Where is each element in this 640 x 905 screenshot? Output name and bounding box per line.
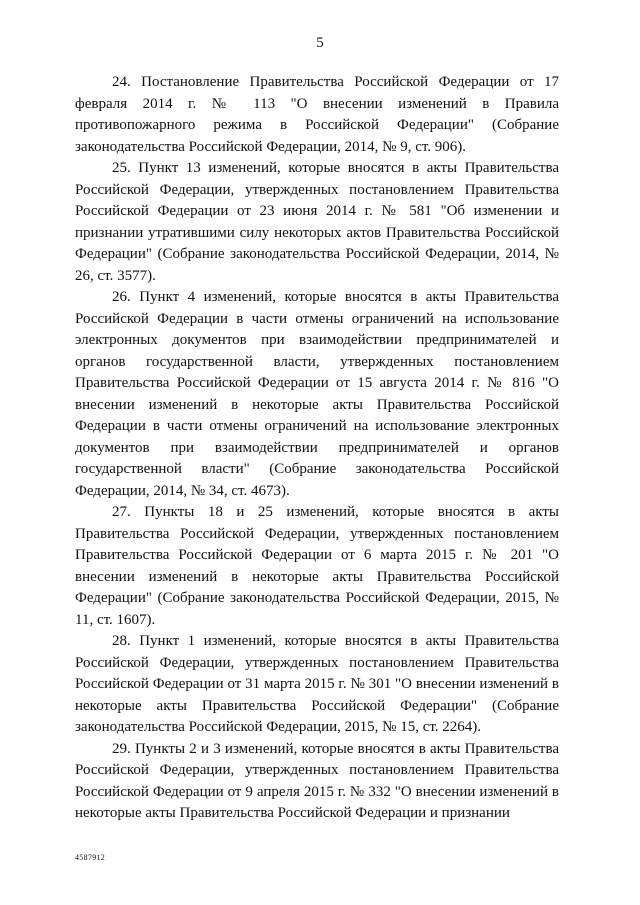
paragraph-item-28: 28. Пункт 1 изменений, которые вносятся в акты Правительства Российской Федерации, утвержденных постановлением Правительства Российской Федерации от 31 марта 2015 г. № 301 "О внесении изменений в некоторые акты Правительства Российской Федерации" (Собрание законодательства Российской Федерации, 2015, № 15, ст. 2264).: [75, 633, 559, 735]
document-id: 4587912: [75, 853, 106, 862]
paragraph-item-29: 29. Пункты 2 и 3 изменений, которые вносятся в акты Правительства Российской Федерации, утвержденных постановлением Правительства Российской Федерации от 9 апреля 2015 г. № 332 "О внесении изменений в некоторые акты Правительства Российской Федерации и признании: [75, 740, 559, 821]
paragraph-item-25: 25. Пункт 13 изменений, которые вносятся в акты Правительства Российской Федерации, утвержденных постановлением Правительства Российской Федерации от 23 июня 2014 г. № 581 "Об изменении и признании утратившими силу некоторых актов Правительства Российской Федерации" (Собрание законодательства Российской Федерации, 2014, № 26, ст. 3577).: [75, 160, 559, 284]
paragraph-item-27: 27. Пункты 18 и 25 изменений, которые вносятся в акты Правительства Российской Федерации, утвержденных постановлением Правительства Российской Федерации от 6 марта 2015 г. № 201 "О внесении изменений в некоторые акты Правительства Российской Федерации" (Собрание законодательства Российской Федерации, 2015, № 11, ст. 1607).: [75, 504, 559, 628]
page-number: 5: [316, 35, 324, 51]
paragraph-item-26: 26. Пункт 4 изменений, которые вносятся в акты Правительства Российской Федерации в части отмены ограничений на использование электронных документов при взаимодействии предпринимателей и органов государственной власти, утвержденных постановлением Правительства Российской Федерации от 15 августа 2014 г. № 816 "О внесении изменений в некоторые акты Правительства Российской Федерации в части отмены ограничений на использование электронных документов при взаимодействии предпринимателей и органов государственной власти" (Собрание законодательства Российской Федерации, 2014, № 34, ст. 4673).: [75, 289, 559, 499]
paragraph-item-24: 24. Постановление Правительства Российской Федерации от 17 февраля 2014 г. № 113 "О внесении изменений в Правила противопожарного режима в Российской Федерации" (Собрание законодательства Российской Федерации, 2014, № 9, ст. 906).: [75, 74, 559, 155]
document-body: [75, 72, 559, 825]
